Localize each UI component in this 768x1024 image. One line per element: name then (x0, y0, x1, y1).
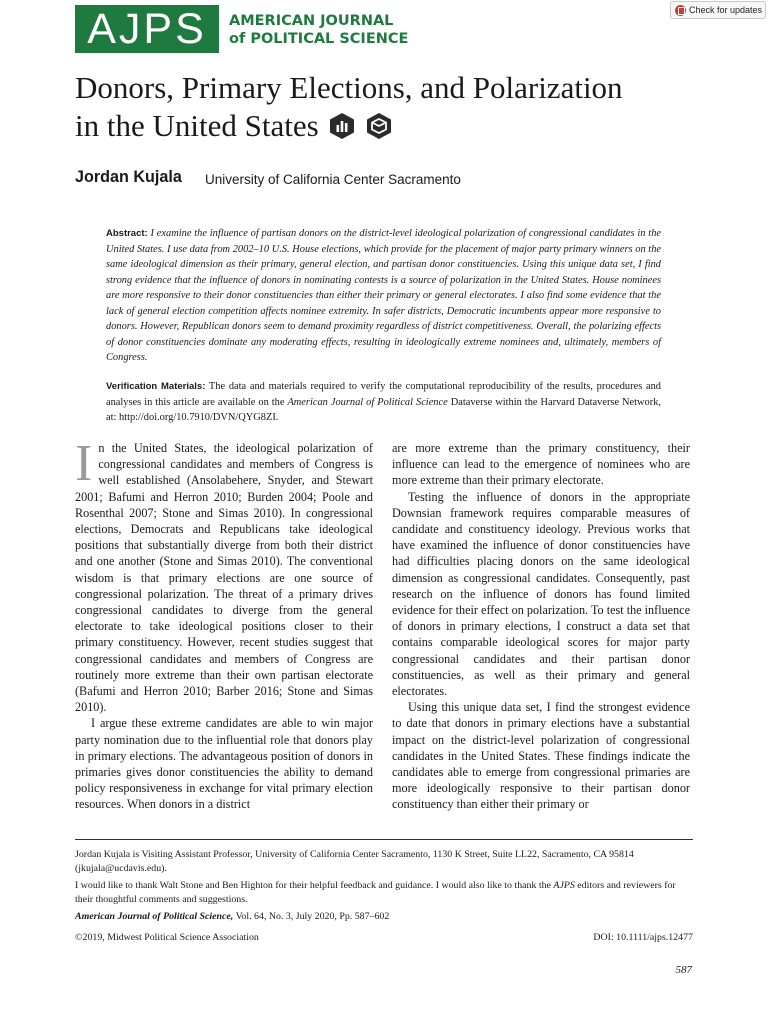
ack-text-1: I would like to thank Walt Stone and Ben Highton for their helpful feedback and guidance. I would also like to thank the (75, 880, 551, 891)
crossmark-icon (675, 5, 686, 16)
dropcap: I (75, 435, 93, 492)
copyright-line: ©2019, Midwest Political Science Association (75, 932, 259, 943)
abstract-text: I examine the influence of partisan donors on the district-level ideological polarization of congressional candidates in the United States. I use data from 2002–10 U.S. House elections, which provide for the placement of major party primary winners on the same ideological dimension as their primary, general election, and partisan donor constituencies. Using this unique data set, I find strong evidence that the influence of donors in nominating contests is a source of polarization in the United States. House nominees are more responsive to their donor constituencies than either their primary or general electorates. I also find some evidence that the lack of general election competition affects nominee extremity. In safer districts, Democratic incumbents appear more responsive to donors. However, Republican donors seem to demand proximity regardless of district competitiveness. Overall, the polarizing effects of donor constituencies dominate any moderating effects, resulting in ideologically extreme nominees and, ultimately, members of Congress. (106, 228, 661, 363)
citation-details: Vol. 64, No. 3, July 2020, Pp. 587–602 (235, 911, 390, 922)
open-materials-badge-icon[interactable] (366, 112, 392, 140)
open-data-badge-icon[interactable] (329, 112, 355, 140)
footnote-divider (75, 839, 693, 840)
author-name: Jordan Kujala (75, 167, 182, 186)
article-title (75, 69, 675, 145)
abstract (106, 226, 661, 366)
journal-name (229, 12, 408, 48)
paragraph: I argue these extreme candidates are able to win major party nomination due to the influential role that donors play in primary elections. The advantageous position of donors in primaries gives donor constituencies the ability to demand policy responsiveness in exchange for vital primary election resources. When donors in a district (75, 716, 373, 812)
author-footnote: Jordan Kujala is Visiting Assistant Professor, University of California Center Sacramento, 1130 K Street, Suite LL22, Sacramento, CA 95814 (jkujala@ucdavis.edu). (75, 849, 634, 874)
verification-text-2: Dataverse within the Harvard Dataverse Network, at: http://doi.org/10.7910/DVN/QYG8ZI. (106, 396, 662, 423)
title-line2-text: in the United States (75, 108, 319, 143)
page-number: 587 (675, 964, 692, 976)
author-affiliation: University of California Center Sacramento (205, 172, 461, 187)
body-column-right (392, 440, 690, 813)
paragraph: Using this unique data set, I find the strongest evidence to date that donors in primary elections have a substantial impact on the district-level polarization of congressional candidates in the United States. These findings indicate the candidates able to emerge from congressional primaries are more ideologically responsive to their partisan donor constituency than either their primary or (392, 700, 690, 812)
journal-name-line2: of POLITICAL SCIENCE (229, 31, 409, 47)
verification-materials (106, 379, 661, 426)
journal-name-line1: AMERICAN JOURNAL (229, 13, 394, 29)
verification-journal: American Journal of Political Science (287, 396, 448, 408)
paragraph-text: n the United States, the ideological polarization of congressional candidates and members of Congress is well established (Ansolabehere, Snyder, and Stewart 2001; Bafumi and Herron 2010; Burden 2004; Poole and Rosenthal 2007; Stone and Simas 2010). In congressional elections, Democrats and Republicans take ideological positions that substantially diverge from both their district and one another (Stone and Simas 2010). The conventional wisdom is that primary elections are one source of congressional polarization. The threat of a primary drives congressional candidates to diverge from the general electorate to take ideological positions closer to their primary constituency. However, recent studies suggest that congressional candidates and members of Congress are routinely more extreme than their own partisan electorate (Bafumi and Herron 2010; Barber 2016; Stone and Simas 2010). (75, 441, 373, 715)
doi-link[interactable]: DOI: 10.1111/ajps.12477 (593, 932, 693, 943)
check-for-updates-button[interactable] (670, 1, 766, 19)
journal-logo: AJPS (75, 5, 219, 53)
title-line1: Donors, Primary Elections, and Polarization (75, 70, 623, 105)
title-line2 (75, 107, 675, 145)
citation-journal: American Journal of Political Science, (75, 911, 234, 922)
verification-label: Verification Materials: (106, 381, 206, 392)
check-for-updates-label: Check for updates (689, 5, 763, 15)
acknowledgments-footnote (75, 879, 693, 907)
paragraph (75, 435, 373, 715)
abstract-label: Abstract: (106, 228, 148, 239)
paragraph: Testing the influence of donors in the appropriate Downsian framework requires comparable measures of candidate and constituency ideology. Previous works that have examined the influence of donor constituencies have had difficulties placing donors on the same ideological dimension as congressional candidates. Consequently, past research on the influence of donors has found limited evidence for their effect on polarization. To test the influence of donors in primary elections, I construct a data set that contains comparable ideological scores for major party congressional candidates and their partisan donor constituencies, as well as their primary and general electorates. (392, 489, 690, 699)
citation-line (75, 910, 693, 924)
ack-text-2: editors and reviewers for their thoughtful comments and suggestions. (75, 880, 676, 905)
ack-journal: AJPS (553, 880, 575, 891)
body-column-left (75, 435, 373, 813)
paragraph: are more extreme than the primary constituency, their influence can lead to the emergence of nominees who are more extreme than their primary electorate. (392, 441, 690, 488)
verification-text-1: The data and materials required to verify the computational reproducibility of the results, procedures and analyses in this article are available on the (106, 381, 661, 408)
